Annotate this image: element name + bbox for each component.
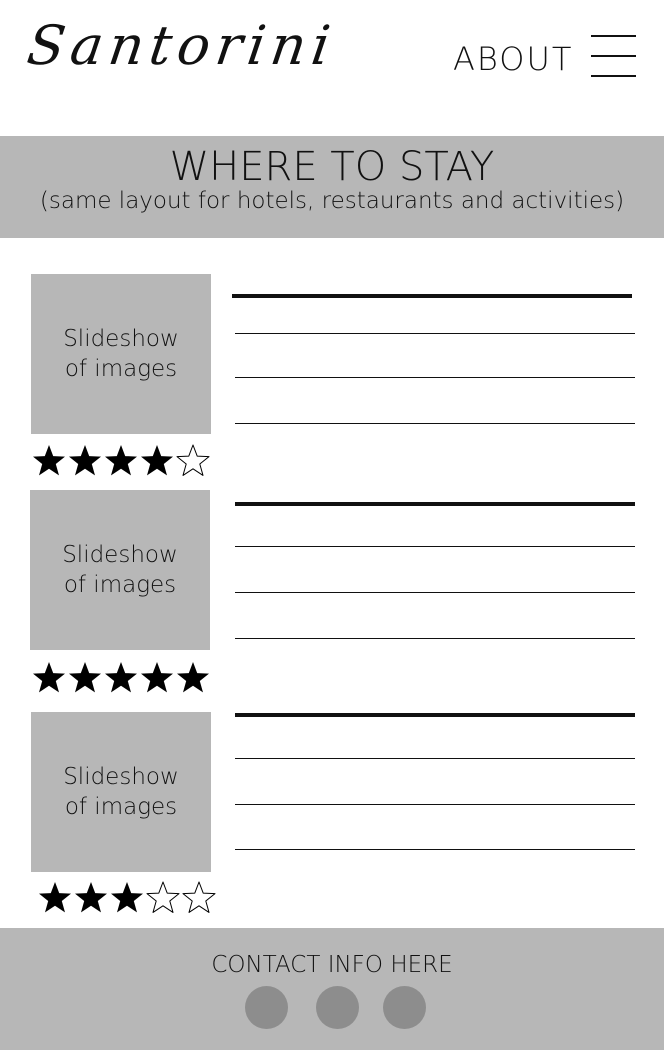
listing-image-slideshow[interactable] — [31, 274, 211, 434]
hamburger-menu-icon[interactable] — [591, 35, 636, 79]
slideshow-label-line2: of images — [64, 794, 178, 820]
slideshow-label-line2: of images — [63, 572, 177, 598]
star-filled-icon — [37, 880, 73, 914]
star-filled-icon — [139, 443, 175, 477]
star-filled-icon — [31, 660, 67, 694]
listing-text-line — [235, 333, 635, 334]
star-filled-icon — [31, 443, 67, 477]
star-filled-icon — [67, 443, 103, 477]
slideshow-label-line2: of images — [64, 356, 178, 382]
contact-info: CONTACT INFO HERE — [211, 952, 453, 978]
listing-text-line — [235, 377, 635, 378]
star-filled-icon — [109, 880, 145, 914]
page-title: WHERE TO STAY — [169, 144, 495, 190]
slideshow-label-line1: Slideshow — [63, 326, 179, 352]
about-link[interactable]: ABOUT — [453, 40, 574, 78]
social-icon[interactable] — [245, 986, 288, 1029]
listing-title-line — [235, 713, 635, 717]
listing-text-line — [235, 638, 635, 639]
section-banner — [0, 136, 664, 238]
star-filled-icon — [73, 880, 109, 914]
listing-title-line — [235, 502, 635, 506]
listing-text-line — [235, 592, 635, 593]
star-filled-icon — [175, 660, 211, 694]
header — [0, 0, 664, 134]
page-subtitle: (same layout for hotels, restaurants and activities) — [39, 188, 625, 214]
listing-text-line — [235, 804, 635, 805]
star-filled-icon — [103, 660, 139, 694]
star-rating — [37, 880, 217, 914]
listing-text-line — [235, 423, 635, 424]
listing-text-line — [235, 849, 635, 850]
listing-title-line — [232, 294, 632, 298]
listing-text-line — [235, 546, 635, 547]
slideshow-label-line1: Slideshow — [63, 764, 179, 790]
listing-text-line — [235, 758, 635, 759]
star-filled-icon — [103, 443, 139, 477]
footer — [0, 928, 664, 1050]
star-empty-icon — [145, 880, 181, 914]
star-rating — [31, 660, 211, 694]
star-filled-icon — [139, 660, 175, 694]
star-empty-icon — [175, 443, 211, 477]
site-logo[interactable]: Santorini — [23, 14, 340, 77]
listing-image-slideshow[interactable] — [31, 712, 211, 872]
star-filled-icon — [67, 660, 103, 694]
slideshow-label-line1: Slideshow — [62, 542, 178, 568]
social-icon[interactable] — [316, 986, 359, 1029]
star-rating — [31, 443, 211, 477]
social-icon[interactable] — [383, 986, 426, 1029]
listing-image-slideshow[interactable] — [30, 490, 210, 650]
star-empty-icon — [181, 880, 217, 914]
